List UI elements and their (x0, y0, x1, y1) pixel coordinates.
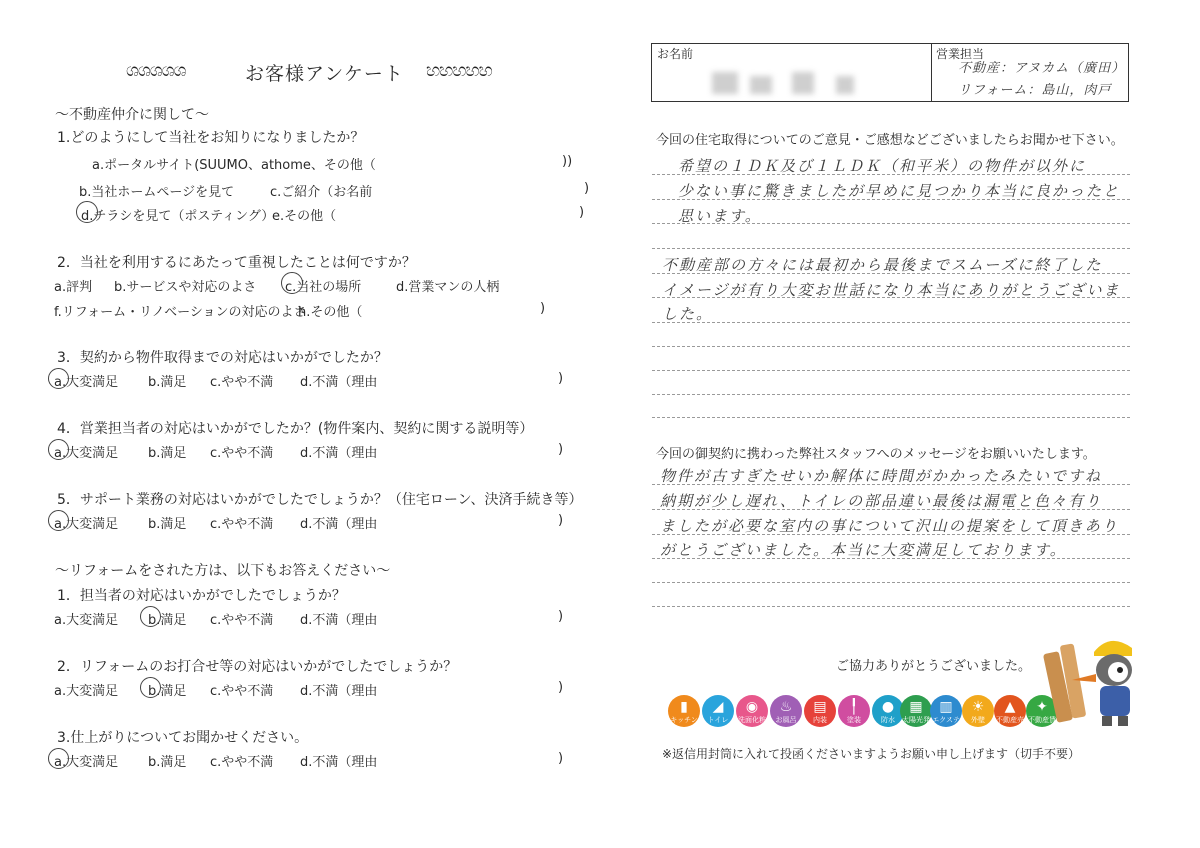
rating-option-a[interactable]: a.大変満足 (54, 517, 119, 532)
handwritten-line: 少ない事に驚きましたが早めに見つかり本当に良かったと (678, 182, 1121, 200)
handwritten-line: 物件が古すぎたせいか解体に時間がかかったみたいですね (660, 467, 1103, 485)
rating-close: ) (558, 751, 564, 766)
q2-option-f[interactable]: f.リフォーム・リノベーションの対応のよさ (54, 305, 307, 320)
handwritten-line: ましたが必要な室内の事について沢山の提案をして頂きあり (660, 517, 1119, 535)
rating-option-c[interactable]: c.やや不満 (210, 375, 274, 390)
section-heading-brokerage: ～不動産仲介に関して～ (55, 107, 209, 123)
q1-option-c[interactable]: c.ご紹介（お名前 (270, 185, 373, 200)
exterior-icon: ▥ エクステリア (930, 695, 962, 727)
q2-option-c[interactable]: c.当社の場所 (285, 280, 362, 295)
outer-wall-icon: ☀ 外壁 (962, 695, 994, 727)
comment1-prompt: 今回の住宅取得についてのご意見・ご感想などございましたらお聞かせ下さい。 (656, 133, 1124, 148)
q1-option-e[interactable]: e.その他（ (272, 209, 337, 224)
rating-option-d[interactable]: d.不満（理由 (300, 517, 378, 532)
rating-option-c[interactable]: c.やや不満 (210, 684, 274, 699)
selection-circle (48, 748, 69, 769)
name-label: お名前 (657, 47, 694, 61)
kitchen-icon: ▮ キッチン (668, 695, 700, 727)
question-5-text: 5．サポート業務の対応はいかがでしたでしょうか？（住宅ローン、決済手続き等） (57, 492, 583, 508)
rating-option-b[interactable]: b.満足 (148, 755, 187, 770)
q2-option-h-close: ) (540, 301, 546, 316)
real-estate-sale-icon: ▲ 不動産売買 (994, 695, 1026, 727)
rating-option-d[interactable]: d.不満（理由 (300, 613, 378, 628)
selection-circle (281, 272, 303, 294)
rating-option-d[interactable]: d.不満（理由 (300, 755, 378, 770)
handwritten-line: 不動産部の方々には最初から最後までスムーズに終了した (662, 256, 1103, 274)
reform-question-3-text: 3.仕上がりについてお聞かせください。 (57, 730, 309, 746)
q1-option-a[interactable]: a.ポータルサイト(SUUMO、athome、その他（ (92, 158, 376, 173)
selection-circle (48, 368, 69, 389)
question-2-text: 2．当社を利用するにあたって重視したことは何ですか？ (57, 255, 416, 271)
title-ornament-right: හහහහහ (426, 60, 492, 81)
handwritten-line: 納期が少し遅れ、トイレの部品違い最後は漏電と色々有り (660, 492, 1103, 510)
rating-option-b[interactable]: b.満足 (148, 684, 187, 699)
bath-icon: ♨ お風呂 (770, 695, 802, 727)
rating-option-b[interactable]: b.満足 (148, 375, 187, 390)
selection-circle (140, 606, 161, 627)
painting-icon: ╿ 塗装 (838, 695, 870, 727)
page-title: お客様アンケート (245, 63, 404, 85)
rating-option-a[interactable]: a.大変満足 (54, 755, 119, 770)
handwritten-line: 思います。 (678, 207, 762, 225)
q2-option-a[interactable]: a.評判 (54, 280, 93, 295)
rating-option-b[interactable]: b.満足 (148, 517, 187, 532)
selection-circle (140, 677, 161, 698)
q1-option-c-close: ) (584, 181, 590, 196)
rating-close: ) (558, 442, 564, 457)
question-1-text: 1.どのようにして当社をお知りになりましたか？ (57, 130, 365, 146)
selection-circle (48, 439, 69, 460)
staff-realestate-handwritten: 不動産：アヌカム（廣田） (958, 61, 1126, 76)
handwritten-line: がとうございました。本当に大変満足しております。 (660, 541, 1067, 559)
rating-option-c[interactable]: c.やや不満 (210, 755, 274, 770)
thanks-text: ご協力ありがとうございました。 (836, 659, 1032, 674)
rating-close: ) (558, 680, 564, 695)
rating-option-a[interactable]: a.大変満足 (54, 446, 119, 461)
question-4-text: 4．営業担当者の対応はいかがでしたか？(物件案内、契約に関する説明等） (57, 421, 534, 437)
waterproof-icon: ● 防水 (872, 695, 904, 727)
rating-option-a[interactable]: a.大変満足 (54, 375, 119, 390)
interior-icon: ▤ 内装 (804, 695, 836, 727)
toilet-icon: ◢ トイレ (702, 695, 734, 727)
reform-question-1-text: 1．担当者の対応はいかがでしたでしょうか？ (57, 588, 346, 604)
question-3-text: 3．契約から物件取得までの対応はいかがでしたか？ (57, 350, 388, 366)
rating-option-b[interactable]: b.満足 (148, 446, 187, 461)
rating-option-c[interactable]: c.やや不満 (210, 446, 274, 461)
rating-option-d[interactable]: d.不満（理由 (300, 375, 378, 390)
q1-option-e-close: ) (579, 205, 585, 220)
section-heading-reform: ～リフォームをされた方は、以下もお答えください～ (55, 563, 391, 579)
rating-option-c[interactable]: c.やや不満 (210, 613, 274, 628)
solar-panel-icon: ▦ 太陽光発電 (900, 695, 932, 727)
mascot-bird-icon (1044, 630, 1140, 730)
handwritten-line: した。 (662, 305, 714, 323)
selection-circle (48, 510, 69, 531)
rating-option-d[interactable]: d.不満（理由 (300, 446, 378, 461)
q2-option-h[interactable]: h.その他（ (298, 305, 363, 320)
rating-option-a[interactable]: a.大変満足 (54, 684, 119, 699)
q1-option-a-close: )) (562, 154, 573, 169)
staff-reform-handwritten: リフォーム：島山，肉戸 (958, 83, 1112, 98)
rating-close: ) (558, 371, 564, 386)
rating-option-c[interactable]: c.やや不満 (210, 517, 274, 532)
selection-circle (76, 201, 98, 223)
comment2-prompt: 今回の御契約に携わった弊社スタッフへのメッセージをお願いいたします。 (656, 447, 1096, 462)
reform-question-2-text: 2．リフォームのお打合せ等の対応はいかがでしたでしょうか？ (57, 659, 458, 675)
q2-option-d[interactable]: d.営業マンの人柄 (396, 280, 500, 295)
washbasin-icon: ◉ 洗面化粧台 (736, 695, 768, 727)
rating-option-b[interactable]: b.満足 (148, 613, 187, 628)
handwritten-line: 希望の１ＤＫ及び１ＬＤＫ（和平米）の物件が以外に (678, 157, 1087, 175)
q1-option-d[interactable]: d.チラシを見て（ポスティング） (81, 209, 275, 224)
q2-option-b[interactable]: b.サービスや対応のよさ (114, 280, 257, 295)
title-ornament-left: ශශශශශ (126, 60, 186, 81)
real-estate-rental-icon: ✦ 不動産賃貸 (1026, 695, 1058, 727)
footer-note: ※返信用封筒に入れて投函くださいますようお願い申し上げます（切手不要） (662, 747, 1081, 761)
handwritten-line: イメージが有り大変お世話になり本当にありがとうございま (662, 281, 1121, 299)
rating-close: ) (558, 609, 564, 624)
rating-close: ) (558, 513, 564, 528)
rating-option-a[interactable]: a.大変満足 (54, 613, 119, 628)
rating-option-d[interactable]: d.不満（理由 (300, 684, 378, 699)
staff-label: 営業担当 (936, 47, 985, 61)
q1-option-b[interactable]: b.当社ホームページを見て (79, 185, 235, 200)
